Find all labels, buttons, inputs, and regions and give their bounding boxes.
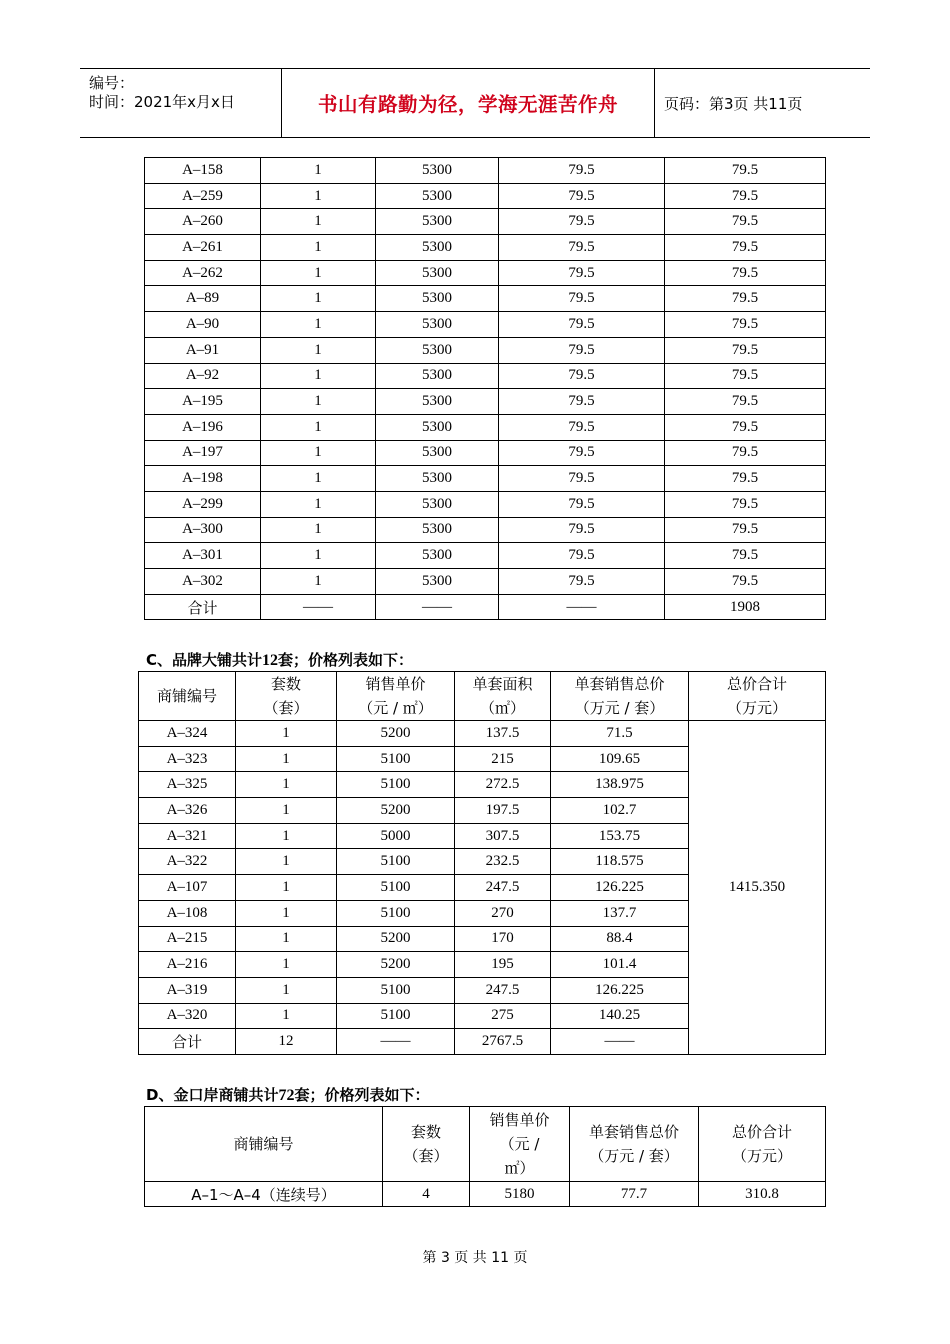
cell: 137.7 [551,900,689,926]
table-row [145,1182,826,1207]
cell: 79.5 [665,209,826,235]
cell: 79.5 [499,183,665,209]
cell: 5100 [337,1003,455,1029]
cell: A–195 [145,389,261,415]
cell: 79.5 [499,158,665,184]
section-c-title: C、品牌大铺共计12套；价格列表如下： [146,651,414,669]
cell: 合计 [139,1029,236,1055]
cell: 5300 [376,183,499,209]
cell: 5100 [337,772,455,798]
header-count: 套数 （套） [383,1107,470,1182]
table-row [145,312,826,338]
cell: A–259 [145,183,261,209]
cell: A–324 [139,721,236,747]
cell: 79.5 [665,158,826,184]
table-row [145,517,826,543]
cell: 5300 [376,543,499,569]
cell: A–321 [139,823,236,849]
cell: 79.5 [499,414,665,440]
code-label: 编号： [89,74,135,92]
cell: 310.8 [699,1182,826,1207]
shop-price-table-a [144,157,826,620]
cell: 79.5 [499,440,665,466]
cell: 5000 [337,823,455,849]
cell: 1 [236,926,337,952]
cell: 79.5 [499,517,665,543]
header-grand-total: 总价合计 （万元） [689,672,826,721]
cell: 79.5 [665,440,826,466]
cell: 5300 [376,363,499,389]
cell: 5200 [337,952,455,978]
cell: 79.5 [499,543,665,569]
cell: A–320 [139,1003,236,1029]
cell: 1 [261,543,376,569]
cell: 1908 [665,594,826,620]
cell: 5300 [376,337,499,363]
cell: 275 [455,1003,551,1029]
cell: 79.5 [665,260,826,286]
cell: 1 [236,823,337,849]
table-row [145,235,826,261]
cell: 79.5 [665,569,826,595]
cell: 4 [383,1182,470,1207]
table-row [145,158,826,184]
cell: 88.4 [551,926,689,952]
table-row [145,491,826,517]
cell: 79.5 [665,491,826,517]
cell: 140.25 [551,1003,689,1029]
cell: 79.5 [665,466,826,492]
table-row [145,363,826,389]
cell: 5300 [376,491,499,517]
table-row [145,440,826,466]
cell: A–262 [145,260,261,286]
header-page-label: 页码：第3页 共11页 [664,95,803,113]
cell: A–326 [139,798,236,824]
cell: 1 [261,286,376,312]
cell: 5300 [376,260,499,286]
table-row [145,543,826,569]
cell: 1 [261,517,376,543]
header-shop-number: 商铺编号 [145,1107,383,1182]
cell: 195 [455,952,551,978]
cell: A–215 [139,926,236,952]
cell: 5300 [376,312,499,338]
cell: —— [376,594,499,620]
cell: 79.5 [665,389,826,415]
cell: 79.5 [665,337,826,363]
cell: 1 [261,491,376,517]
cell: 5300 [376,158,499,184]
cell: 79.5 [499,466,665,492]
header-unit-total: 单套销售总价 （万元 / 套） [551,672,689,721]
cell: 79.5 [499,235,665,261]
cell: 1 [261,183,376,209]
cell: 126.225 [551,977,689,1003]
cell: 77.7 [570,1182,699,1207]
cell: —— [261,594,376,620]
cell: 79.5 [499,312,665,338]
table-row [139,721,826,747]
cell: 1 [261,414,376,440]
cell: 1 [261,363,376,389]
cell: 1 [236,900,337,926]
cell: 5100 [337,849,455,875]
cell: A–301 [145,543,261,569]
cell: A–325 [139,772,236,798]
cell: 5100 [337,977,455,1003]
cell: 5300 [376,517,499,543]
cell: 5300 [376,569,499,595]
cell: 272.5 [455,772,551,798]
cell: 247.5 [455,977,551,1003]
cell: A–216 [139,952,236,978]
cell: 5200 [337,721,455,747]
cell: 79.5 [665,543,826,569]
cell: 79.5 [499,260,665,286]
cell: 5300 [376,466,499,492]
cell: 5100 [337,746,455,772]
table-row [145,260,826,286]
cell: 5180 [470,1182,570,1207]
cell: 1 [261,337,376,363]
table-row [145,389,826,415]
cell: 1 [236,746,337,772]
cell: 1 [261,569,376,595]
cell: 5300 [376,440,499,466]
header-unit-price: 销售单价 （元 / ㎡） [337,672,455,721]
cell: 5100 [337,875,455,901]
cell: 153.75 [551,823,689,849]
cell: —— [499,594,665,620]
table-row [145,183,826,209]
header-shop-number: 商铺编号 [139,672,236,721]
cell: A–323 [139,746,236,772]
cell: 5200 [337,926,455,952]
jinkouan-shop-price-table [144,1106,826,1207]
cell: 1 [261,260,376,286]
cell: 5300 [376,235,499,261]
cell: 79.5 [499,491,665,517]
table-header-row [139,672,826,721]
cell: A–260 [145,209,261,235]
cell: —— [337,1029,455,1055]
cell: A–198 [145,466,261,492]
cell: A–300 [145,517,261,543]
cell: 1 [236,772,337,798]
cell: 232.5 [455,849,551,875]
cell: 5300 [376,414,499,440]
cell: 79.5 [665,517,826,543]
cell: 270 [455,900,551,926]
table-row [145,414,826,440]
table-row [145,209,826,235]
table-header-row [145,1107,826,1182]
cell: 1 [261,158,376,184]
cell: 170 [455,926,551,952]
header-unit-total: 单套销售总价 （万元 / 套） [570,1107,699,1182]
cell: 215 [455,746,551,772]
cell: 109.65 [551,746,689,772]
cell: 71.5 [551,721,689,747]
cell: A–108 [139,900,236,926]
cell: A–158 [145,158,261,184]
cell: 79.5 [665,235,826,261]
cell: A–261 [145,235,261,261]
cell: A–196 [145,414,261,440]
time-label: 时间：2021年x月x日 [89,93,235,111]
cell: 合计 [145,594,261,620]
cell: A–319 [139,977,236,1003]
cell: 247.5 [455,875,551,901]
cell: 137.5 [455,721,551,747]
cell: 1 [236,849,337,875]
cell: A–92 [145,363,261,389]
cell: 79.5 [499,209,665,235]
cell: —— [551,1029,689,1055]
cell: 1 [236,798,337,824]
cell: A–90 [145,312,261,338]
header-count: 套数 （套） [236,672,337,721]
cell: 79.5 [499,569,665,595]
cell: 1 [261,389,376,415]
cell: 79.5 [665,363,826,389]
cell: 102.7 [551,798,689,824]
cell: 1 [236,977,337,1003]
section-d-title: D、金口岸商铺共计72套；价格列表如下： [146,1086,430,1104]
cell: 138.975 [551,772,689,798]
cell: A–197 [145,440,261,466]
cell: 5300 [376,389,499,415]
cell: 1 [236,875,337,901]
cell: 79.5 [665,414,826,440]
page-footer: 第 3 页 共 11 页 [422,1250,528,1266]
cell: 1 [261,466,376,492]
brand-shop-price-table [138,671,826,1055]
cell: 1 [236,1003,337,1029]
header-area: 单套面积 （㎡） [455,672,551,721]
total-row [145,594,826,620]
cell: 5300 [376,286,499,312]
cell: 79.5 [665,312,826,338]
header-unit-price: 销售单价 （元 / ㎡） [470,1107,570,1182]
cell: 5200 [337,798,455,824]
header-motto: 书山有路勤为径，学海无涯苦作舟 [282,69,655,137]
cell: 1 [261,312,376,338]
cell: 101.4 [551,952,689,978]
cell: A–89 [145,286,261,312]
table-row [145,286,826,312]
cell: A–299 [145,491,261,517]
cell: A–91 [145,337,261,363]
table-row [145,337,826,363]
cell: 1 [236,721,337,747]
cell: 79.5 [665,183,826,209]
cell: 5100 [337,900,455,926]
header-meta [80,69,282,137]
cell: 126.225 [551,875,689,901]
cell: 12 [236,1029,337,1055]
cell: 118.575 [551,849,689,875]
cell: 1 [261,235,376,261]
cell: A–107 [139,875,236,901]
header-grand-total: 总价合计 （万元） [699,1107,826,1182]
cell: 79.5 [499,363,665,389]
cell: 307.5 [455,823,551,849]
page-header [80,68,870,138]
cell: 2767.5 [455,1029,551,1055]
table-row [145,466,826,492]
cell: 79.5 [499,389,665,415]
cell: 1 [236,952,337,978]
cell: A–302 [145,569,261,595]
cell: 5300 [376,209,499,235]
cell: 79.5 [499,337,665,363]
grand-total-cell: 1415.350 [689,721,826,1055]
cell: 1 [261,440,376,466]
cell: 79.5 [499,286,665,312]
cell: A–1～A–4（连续号） [145,1182,383,1207]
cell: 197.5 [455,798,551,824]
cell: 1 [261,209,376,235]
table-row [145,569,826,595]
cell: A–322 [139,849,236,875]
cell: 79.5 [665,286,826,312]
